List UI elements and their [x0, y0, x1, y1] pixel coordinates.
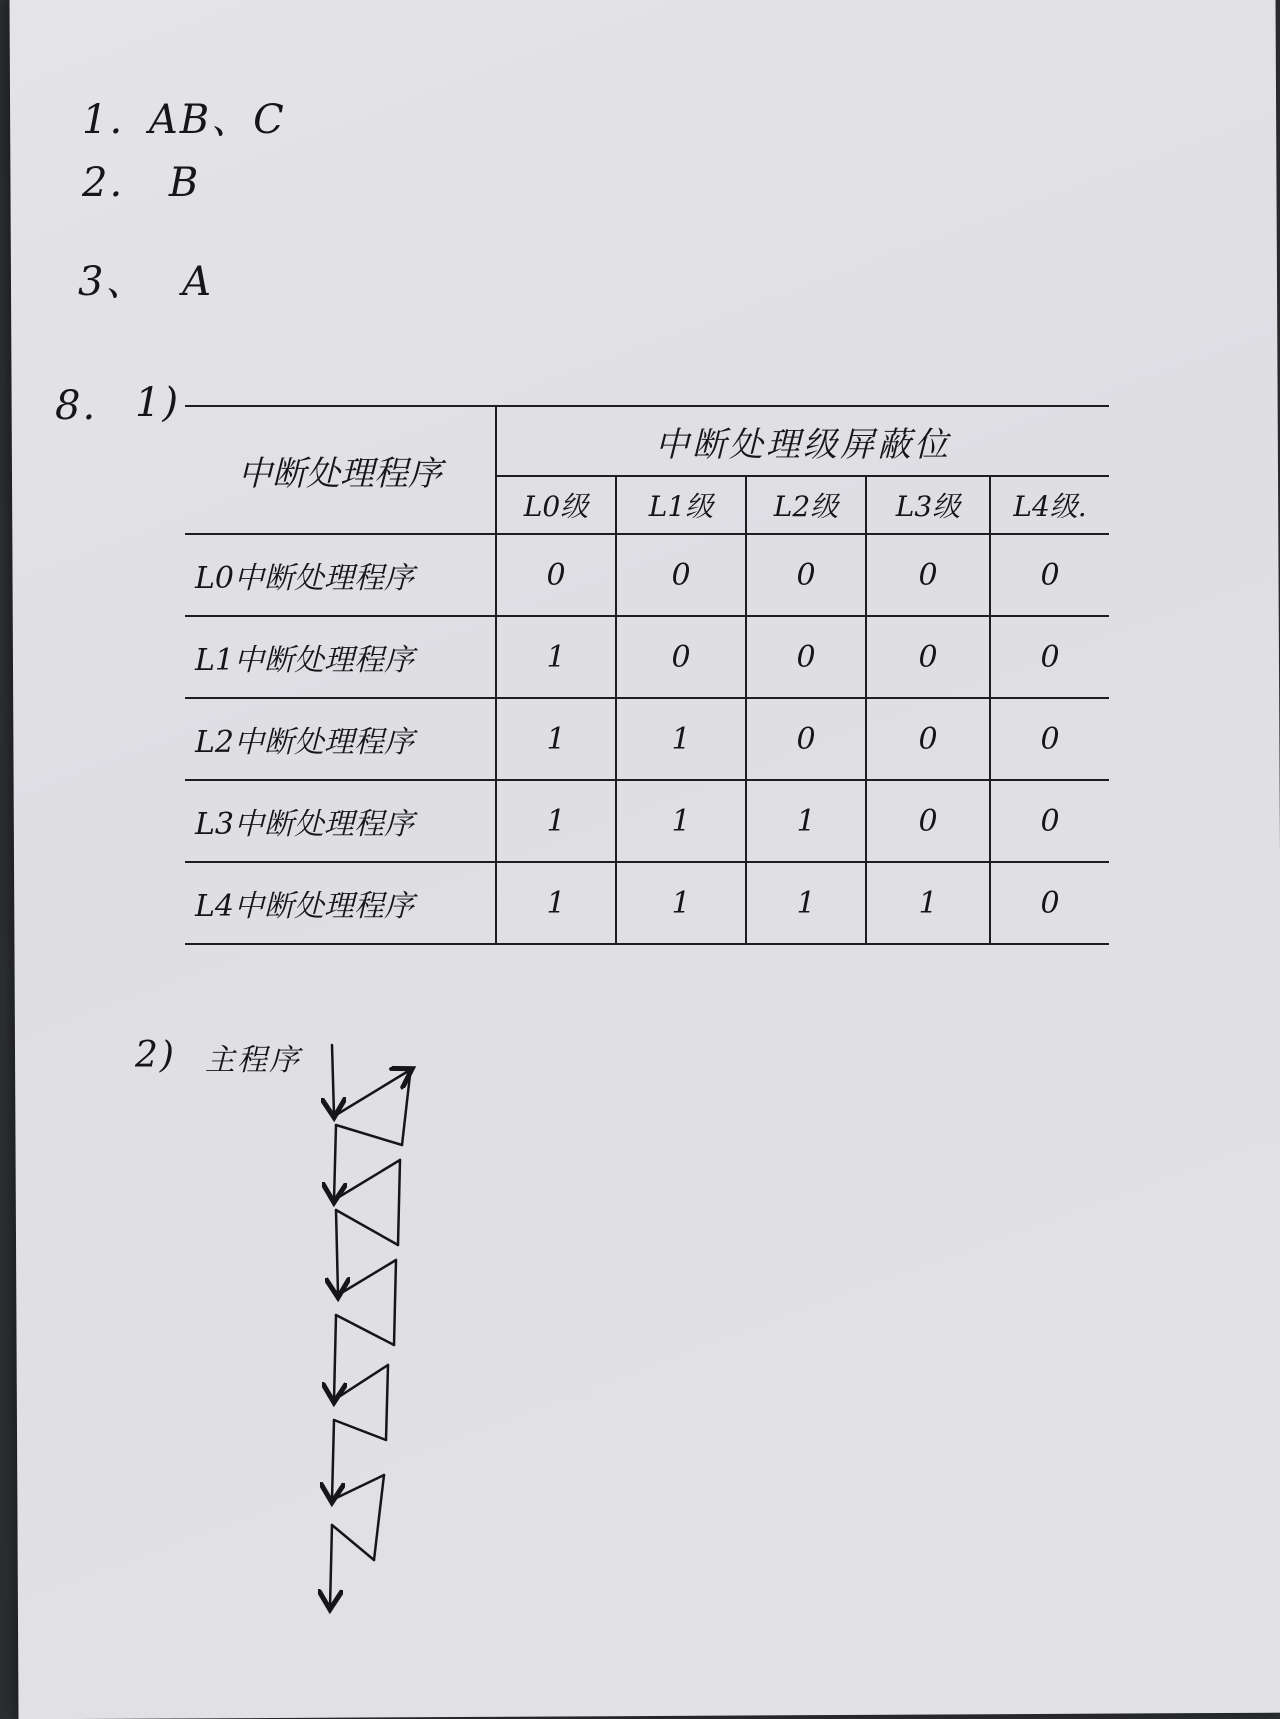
table-row — [185, 616, 1109, 698]
trace-lines — [330, 1045, 410, 1607]
mask-bit: 0 — [990, 698, 1109, 780]
row-header: 中断处理程序 — [185, 406, 496, 534]
mask-bit: 0 — [746, 698, 866, 780]
mask-bit: 1 — [496, 616, 616, 698]
trace-segment — [374, 1475, 384, 1560]
mask-bit: 0 — [616, 534, 746, 616]
answer-3 — [78, 250, 213, 307]
question-8-number: 8. — [55, 383, 98, 429]
row-label-l0: L0中断处理程序 — [185, 534, 496, 616]
mask-bit: 0 — [990, 534, 1109, 616]
level-header-l1: L1级 — [616, 476, 746, 534]
mask-bit: 1 — [496, 698, 616, 780]
mask-bit: 1 — [866, 862, 990, 944]
level-header-l0: L0级 — [496, 476, 616, 534]
trace-segment — [336, 1125, 402, 1145]
mask-bit: 0 — [746, 534, 866, 616]
mask-bit: 0 — [496, 534, 616, 616]
mask-bit: 0 — [990, 780, 1109, 862]
mask-bit: 0 — [990, 862, 1109, 944]
trace-segment — [394, 1260, 396, 1345]
mask-bit: 1 — [496, 780, 616, 862]
mask-bit: 0 — [990, 616, 1109, 698]
interrupt-mask-table — [185, 405, 1109, 945]
trace-segment — [334, 1365, 388, 1400]
trace-segment — [338, 1260, 396, 1295]
table-row — [185, 534, 1109, 616]
mask-bit: 0 — [866, 780, 990, 862]
level-header-l3: L3级 — [866, 476, 990, 534]
row-label-l2: L2中断处理程序 — [185, 698, 496, 780]
mask-bit: 0 — [746, 616, 866, 698]
mask-bit: 0 — [866, 698, 990, 780]
answer-2 — [82, 160, 200, 206]
trace-segment — [398, 1160, 400, 1245]
mask-bit: 1 — [616, 862, 746, 944]
mask-table-wrap — [185, 405, 1109, 945]
answer-1 — [82, 88, 286, 145]
trace-segment — [330, 1525, 332, 1607]
answer-1-text: AB、C — [148, 97, 286, 143]
level-header-l2: L2级 — [746, 476, 866, 534]
mask-bit: 0 — [866, 534, 990, 616]
trace-segment — [334, 1315, 336, 1400]
row-label-l1: L1中断处理程序 — [185, 616, 496, 698]
trace-segment — [402, 1075, 410, 1145]
interrupt-trace-diagram — [300, 1035, 420, 1615]
trace-segment — [332, 1420, 334, 1500]
mask-bit: 1 — [496, 862, 616, 944]
trace-segment — [332, 1045, 334, 1115]
trace-segment — [336, 1210, 398, 1245]
trace-segment — [336, 1070, 410, 1115]
table-row — [185, 780, 1109, 862]
mask-bit: 1 — [616, 780, 746, 862]
trace-segment — [332, 1475, 384, 1500]
mask-bit: 1 — [746, 862, 866, 944]
answer-2-text: B — [168, 160, 201, 206]
answer-1-number: 1. — [82, 97, 125, 143]
mask-bit: 0 — [866, 616, 990, 698]
table-row — [185, 698, 1109, 780]
mask-bit: 1 — [616, 698, 746, 780]
answer-2-number: 2. — [82, 160, 125, 206]
main-program-label: 主程序 — [205, 1043, 301, 1078]
table-row — [185, 862, 1109, 944]
trace-segment — [332, 1525, 374, 1560]
trace-segment — [334, 1125, 336, 1200]
row-label-l4: L4中断处理程序 — [185, 862, 496, 944]
mask-bit: 0 — [616, 616, 746, 698]
question-8-part-1: 1) — [135, 380, 181, 426]
mask-bit: 1 — [746, 780, 866, 862]
trace-segment — [336, 1210, 338, 1295]
mask-header: 中断处理级屏蔽位 — [496, 406, 1109, 476]
question-8-part-2: 2) — [135, 1035, 176, 1076]
trace-segment — [334, 1160, 400, 1200]
answer-3-text: A — [182, 259, 214, 305]
trace-segment — [386, 1365, 388, 1440]
answer-3-number: 3、 — [78, 259, 148, 305]
row-label-l3: L3中断处理程序 — [185, 780, 496, 862]
trace-segment — [334, 1420, 386, 1440]
level-header-l4: L4级. — [990, 476, 1109, 534]
trace-segment — [336, 1315, 394, 1345]
